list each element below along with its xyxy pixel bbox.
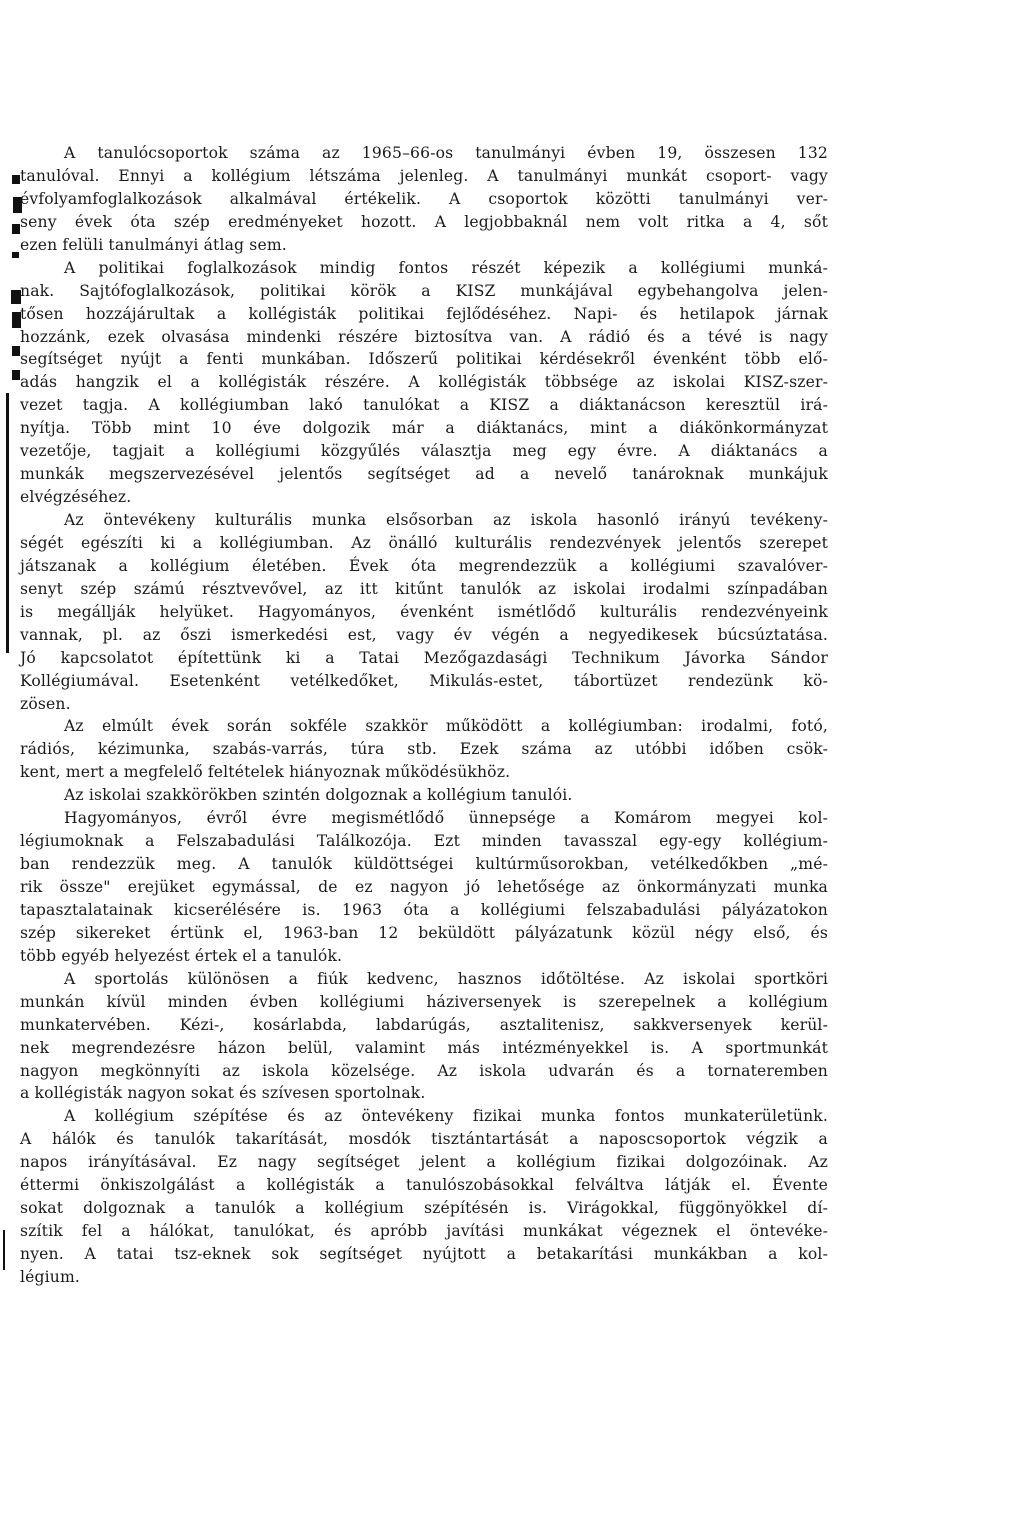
text-line: nyen. A tatai tsz-eknek sok segítséget nyújtott a betakarítási munkákban a kol- [20,1245,828,1263]
text-line: a kollégisták nagyon sokat és szívesen sportolnak. [20,1084,426,1103]
text-line: A politikai foglalkozások mindig fontos részét képezik a kollégiumi munká- [64,258,828,277]
binding-mark [6,393,9,653]
text-line: Kollégiumával. Esetenként vetélkedőket, Mikulás-estet, tábortüzet rendezünk kö- [20,671,828,690]
binding-mark [12,252,19,258]
text-line: szép sikereket értünk el, 1963-ban 12 beküldött pályázatunk közül négy első, és [20,923,828,942]
text-line: évfolyamfoglalkozások alkalmával értékelik. A csoportok közötti tanulmányi ver- [20,189,828,208]
text-line: A kollégium szépítése és az öntevékeny fizikai munka fontos munkaterületünk. [64,1107,828,1126]
text-line: Az öntevékeny kulturális munka elsősorban az iskola hasonló irányú tevékeny- [64,511,828,529]
text-line: Az elmúlt évek során sokféle szakkör működött a kollégiumban: irodalmi, fotó, [64,717,828,736]
text-line: ezen felüli tanulmányi átlag sem. [20,235,287,254]
binding-mark [12,370,20,380]
text-line: zösen. [20,694,71,713]
binding-mark [12,175,20,184]
text-line: rádiós, kézimunka, szabás-varrás, túra stb. Ezek száma az utóbbi időben csök- [20,740,828,759]
text-line: kent, mert a megfelelő feltételek hiányoznak működésükhöz. [20,763,511,782]
text-line: ban rendezzük meg. A tanulók küldöttségei kultúrműsorokban, vetélkedőkben „mé- [20,855,828,874]
text-line: légium. [20,1267,81,1286]
text-line: Jó kapcsolatot építettünk ki a Tatai Mezőgazdasági Technikum Jávorka Sándor [20,648,828,667]
text-line: elvégzéséhez. [20,488,132,507]
text-line: is megállják helyüket. Hagyományos, évenként ismétlődő kulturális rendezvényeink [20,602,828,621]
binding-mark [12,224,20,234]
text-line: A sportolás különösen a fiúk kedvenc, hasznos időtöltése. Az iskolai sportköri [64,969,828,988]
text-line: nagyon megkönnyíti az iskola közelsége. Az iskola udvarán és a tornateremben [20,1061,828,1080]
text-line: A tanulócsoportok száma az 1965–66-os tanulmányi évben 19, összesen 132 [64,144,828,162]
text-line: vezet tagja. A kollégiumban lakó tanulókat a KISZ a diáktanácson keresztül irá- [20,396,828,415]
text-line: tapasztalatainak kicserélésére is. 1963 óta a kollégiumi felszabadulási pályázatokon [20,900,828,919]
text-line: sokat dolgoznak a tanulók a kollégium szépítésén is. Virágokkal, függönyökkel dí- [20,1199,828,1218]
text-line: hozzánk, ezek olvasása mindenki részére biztosítva van. A rádió és a tévé is nagy [20,327,828,346]
text-line: ségét egészíti ki a kollégiumban. Az önálló kulturális rendezvények jelentős szerepet [20,533,828,552]
text-line: adás hangzik el a kollégisták részére. A kollégisták többsége az iskolai KISZ-szer- [20,373,828,392]
text-line: játszanak a kollégium életében. Évek óta megrendezzük a kollégiumi szavalóver- [20,556,828,575]
text-line: Az iskolai szakkörökben szintén dolgoznak a kollégium tanulói. [64,786,573,805]
text-line: rik össze" erejüket egymással, de ez nagyon jó lehetősége az önkormányzati munka [20,878,828,896]
text-line: munkatervében. Kézi-, kosárlabda, labdarúgás, asztalitenisz, sakkversenyek kerül- [20,1015,828,1034]
text-line: vezetője, tagjait a kollégiumi közgyűlés választja meg egy évre. A diáktanács a [20,442,828,461]
binding-mark [3,1230,5,1270]
binding-mark [12,346,20,356]
text-line: A hálók és tanulók takarítását, mosdók tisztántartását a naposcsoportok végzik a [20,1130,828,1149]
text-line: tősen hozzájárultak a kollégisták politikai fejlődéséhez. Napi- és hetilapok járnak [20,304,828,323]
text-line: munkák megszervezésével jelentős segítséget ad a nevelő tanároknak munkájuk [20,465,828,484]
text-line: több egyéb helyezést értek el a tanulók. [20,946,343,965]
text-line: éttermi önkiszolgálást a kollégisták a tanulószobásokkal felváltva látják el. Évente [20,1176,828,1195]
text-line: munkán kívül minden évben kollégiumi háziversenyek is szerepelnek a kollégium [20,992,828,1011]
text-line: segítséget nyújt a fenti munkában. Időszerű politikai kérdésekről évenként több elő- [20,350,828,369]
text-line: légiumoknak a Felszabadulási Találkozója. Ezt minden tavasszal egy-egy kollégium- [20,832,828,851]
document-body [20,142,828,1289]
text-line: szítik fel a hálókat, tanulókat, és apróbb javítási munkákat végeznek el öntevéke- [20,1222,828,1241]
text-line: seny évek óta szép eredményeket hozott. A legjobbaknál nem volt ritka a 4, sőt [20,212,828,231]
text-line: nak. Sajtófoglalkozások, politikai körök a KISZ munkájával egybehangolva jelen- [20,281,828,300]
text-line: tanulóval. Ennyi a kollégium létszáma jelenleg. A tanulmányi munkát csoport- vagy [20,166,828,185]
text-line: nyítja. Több mint 10 éve dolgozik már a diáktanács, mint a diákönkormányzat [20,419,828,438]
text-line: vannak, pl. az őszi ismerkedési est, vagy év végén a negyedikesek búcsúztatása. [20,625,828,644]
text-line: napos irányításával. Ez nagy segítséget jelent a kollégium fizikai dolgozóinak. Az [20,1153,828,1172]
text-line: senyt szép számú résztvevővel, az itt kitűnt tanulók az iskolai irodalmi színpadában [20,579,828,598]
text-line: nek megrendezésre házon belül, valamint más intézményekkel is. A sportmunkát [20,1038,828,1057]
text-line: Hagyományos, évről évre megismétlődő ünnepsége a Komárom megyei kol- [64,809,828,828]
